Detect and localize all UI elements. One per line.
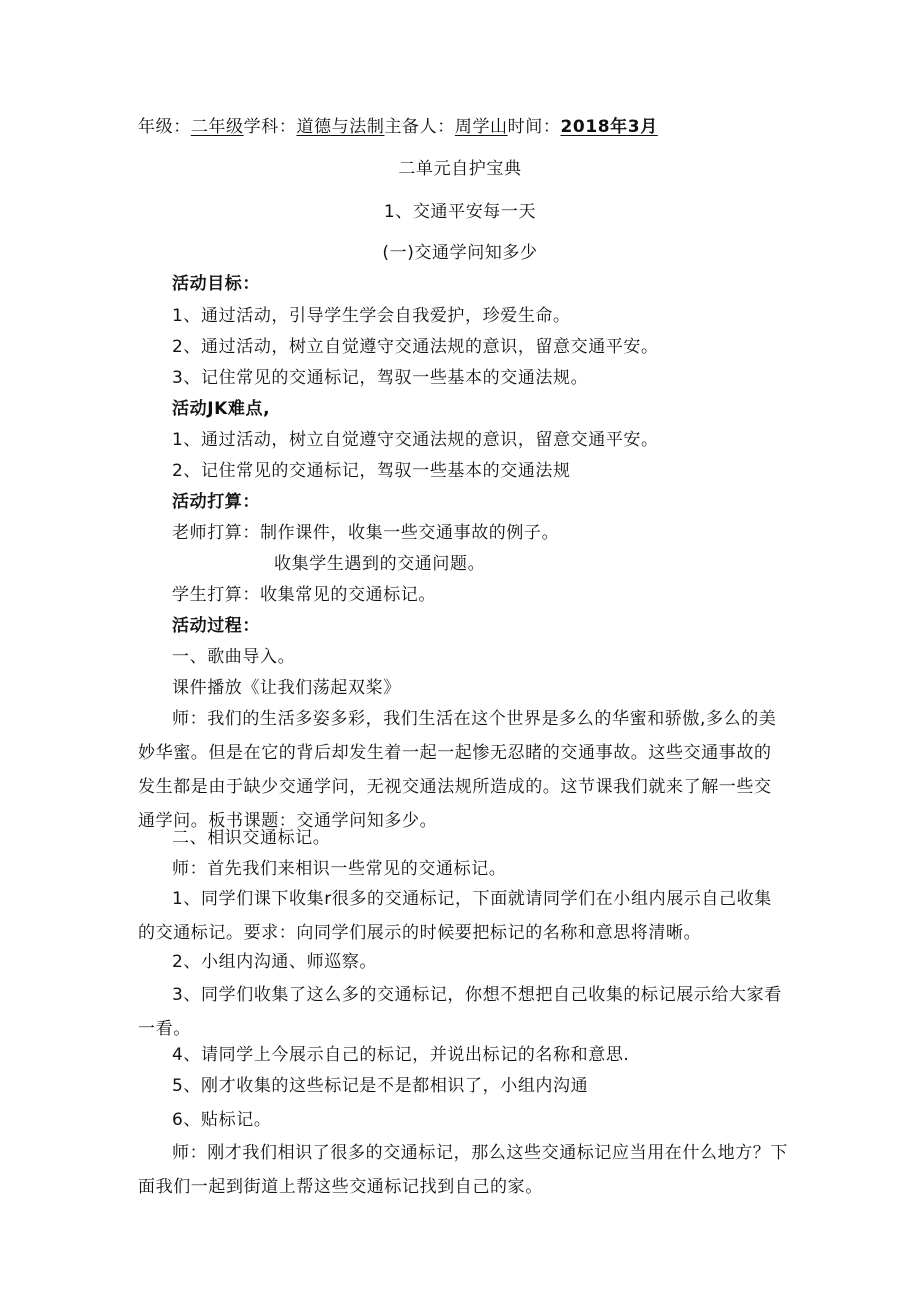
objective-item: 1、通过活动，引导学生学会自我爱护，珍爱生命。 [172, 306, 571, 326]
subject-value: 道德与法制 [296, 117, 385, 137]
teacher-preparation: 老师打算：制作课件，收集一些交通事故的例子。 [172, 523, 560, 543]
grade-label: 年级： [138, 117, 191, 137]
courseware-line: 课件播放《让我们荡起双桨》 [172, 678, 401, 698]
objective-item: 3、记住常见的交通标记，驾驭一些基本的交通法规。 [172, 368, 589, 388]
student-preparation: 学生打算：收集常见的交通标记。 [172, 585, 436, 605]
process-step-title: 一、歌曲导入。 [172, 647, 296, 667]
objectives-heading: 活动目标： [172, 274, 260, 294]
teacher-preparation-cont: 收集学生遇到的交通问题。 [274, 554, 486, 574]
step-item: 4、请同学上今展示自己的标记，并说出标记的名称和意思. [172, 1045, 630, 1065]
key-point-item: 2、记住常见的交通标记，驾驭一些基本的交通法规 [172, 461, 571, 481]
preparer-label: 主备人： [384, 117, 455, 137]
process-heading: 活动过程： [172, 616, 260, 636]
step-paragraph: 3、同学们收集了这么多的交通标记，你想不想把自己收集的标记展示给大家看一看。 [138, 985, 782, 1039]
lesson-title: 1、交通平安每一天 [383, 202, 537, 222]
key-point-item: 1、通过活动，树立自觉遵守交通法规的意识，留意交通平安。 [172, 430, 659, 450]
step-item: 2、小组内沟通、师巡察。 [172, 952, 378, 972]
grade-value: 二年级 [190, 117, 244, 137]
objective-item: 2、通过活动，树立自觉遵守交通法规的意识，留意交通平安。 [172, 337, 659, 357]
time-value: 2018年3月 [560, 117, 658, 137]
step-paragraph: 1、同学们课下收集r很多的交通标记，下面就请同学们在小组内展示自己收集的交通标记。要求：向同学们展示的时候要把标记的名称和意思将清晰。 [138, 889, 772, 943]
step-item: 5、刚才收集的这些标记是不是都相识了，小组内沟通 [172, 1076, 589, 1096]
preparation-heading: 活动打算： [172, 492, 260, 512]
key-points-heading: 活动JK难点, [172, 399, 271, 419]
step-item: 6、贴标记。 [172, 1110, 272, 1130]
teacher-line: 师：首先我们来相识一些常见的交通标记。 [172, 859, 507, 879]
subject-label: 学科： [243, 117, 297, 137]
time-label: 时间： [507, 117, 561, 137]
closing-paragraph: 师：刚才我们相识了很多的交通标记，那么这些交通标记应当用在什么地方？下面我们一起到街道上帮这些交通标记找到自己的家。 [138, 1143, 788, 1197]
section-title: (一)交通学问知多少 [382, 243, 538, 263]
header-meta [138, 115, 658, 139]
unit-title: 二单元自护宝典 [398, 159, 522, 179]
teacher-intro-paragraph: 师：我们的生活多姿多彩，我们生活在这个世界是多么的华蜜和骄傲,多么的美妙华蜜。但是在它的背后却发生着一起一起惨无忍睹的交通事故。这些交通事故的发生都是由于缺少交通学问，无视交通法规所造成的。这节课我们就来了解一些交通学问。板书课题：交通学问知多少。 [138, 709, 777, 831]
preparer-value: 周学山 [454, 117, 508, 137]
process-step-title: 二、相识交通标记。 [172, 828, 331, 848]
